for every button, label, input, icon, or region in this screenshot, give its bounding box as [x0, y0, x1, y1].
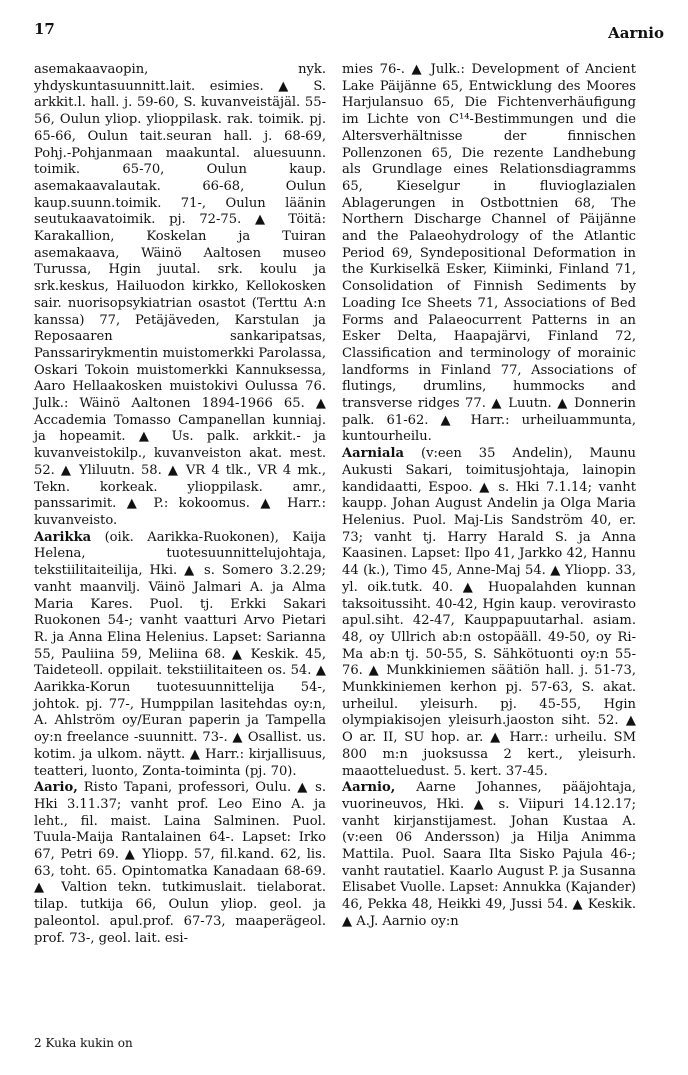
right-column	[342, 62, 636, 931]
entry-headword: Aario,	[34, 780, 78, 796]
page-number: 17	[34, 20, 55, 38]
running-head: Aarnio	[608, 24, 664, 42]
entry-text: asemakaavaopin, nyk. yhdyskuntasuunnitt.lait. esimies. ▲ S. arkkit.l. hall. j. 59-60, S. kuvanveistäjäl. 55-56, Oulun yliop. ylioppilask. rak. toimik. pj. 65-66, Oulun tait.seuran hall. j. 68-69, Pohj.-Pohjanmaan maakuntal. aluesuunn. toimik. 65-70, Oulun kaup. asemakaavalautak. 66-68, Oulun kaup.suunn.toimik. 71-, Oulun läänin seutukaavatoimik. pj. 72-75. ▲ Töitä: Karakallion, Koskelan ja Tuiran asemakaava, Wäinö Aaltosen museo Turussa, Hgin juutal. srk. koulu ja srk.keskus, Hailuodon kirkko, Kellokosken sair. nuorisopsykiatrian osastot (Terttu A:n kanssa) 77, Petäjäveden, Karstulan ja Reposaaren sankaripatsas, Panssarirykmentin muistomerkki Parolassa, Oskari Tokoin muistomerkki Kannuksessa, Aaro Hellaakosken muistokivi Oulussa 76. Julk.: Wäinö Aaltonen 1894-1966 65. ▲ Accademia Tomasso Campanellan kunniaj. ja hopeamit. ▲ Us. palk. arkkit.- ja kuvanveistokilp., kuvanveiston akat. mest. 52. ▲ Yliluutn. 58. ▲ VR 4 tlk., VR 4 mk., Tekn. korkeak. ylioppilask. amr., panssarimit. ▲ P.: kokoomus. ▲ Harr.: kuvanveisto.	[34, 62, 326, 528]
entry-text: Aarne Johannes, pääjohtaja, vuorineuvos, Hki. ▲ s. Viipuri 14.12.17; vanht kirjanstijamest. Johan Kustaa A. (v:een 06 Andersson) ja Hilja Animma Mattila. Puol. Saara Ilta Sisko Pajula 46-; vanht rautatiel. Kaarlo August P. ja Susanna Elisabet Vuolle. Lapset: Annukka (Kajander) 46, Pekka 48, Heikki 49, Jussi 54. ▲ Keskik. ▲ A.J. Aarnio oy:n	[342, 780, 636, 929]
entry-headword: Aarniala	[342, 446, 404, 462]
entry-headword: Aarikka	[34, 529, 92, 545]
page-footer: 2 Kuka kukin on	[34, 1036, 133, 1050]
entry-continuation	[34, 62, 326, 530]
entry-text: (v:een 35 Andelin), Maunu Aukusti Sakari, toimitusjohtaja, lainopin kandidaatti, Espoo. ▲ s. Hki 7.1.14; vanht kaupp. Johan August Andelin ja Olga Maria Helenius. Puol. Maj-Lis Sandström 40, er. 73; vanht tj. Harry Harald S. ja Anna Kaasinen. Lapset: Ilpo 41, Jarkko 42, Hannu 44 (k.), Timo 45, Anne-Maj 54. ▲ Yliopp. 33, yl. oik.tutk. 40. ▲ Huopalahden kunnan taksoitussiht. 40-42, Hgin kaup. verovirasto apul.siht. 42-47, Kauppapuutarhal. asiam. 48, oy Ullrich ab:n ostopääll. 49-50, oy Ri-Ma ab:n tj. 50-55, S. Sähkötuonti oy:n 55-76. ▲ Munkkiniemen säätiön hall. j. 51-73, Munkkiniemen kerhon pj. 57-63, S. akat. urheilul. yleisurh. pj. 45-55, Hgin olympiakisojen yleisurh.jaoston siht. 52. ▲ O ar. II, SU hop. ar. ▲ Harr.: urheilu. SM 800 m:n juoksussa 2 kert., yleisurh. maaotteluedust. 5. kert. 37-45.	[342, 446, 636, 779]
entry-headword: Aarnio,	[342, 780, 396, 796]
entry-aario	[34, 780, 326, 947]
entry-aarniala	[342, 446, 636, 780]
left-column	[34, 62, 326, 947]
entry-text: Risto Tapani, professori, Oulu. ▲ s. Hki 3.11.37; vanht prof. Leo Eino A. ja leht., fil. maist. Laina Salminen. Puol. Tuula-Maija Rantalainen 64-. Lapset: Irko 67, Petri 69. ▲ Yliopp. 57, fil.kand. 62, lis. 63, toht. 65. Opintomatka Kanadaan 68-69. ▲ Valtion tekn. tutkimuslait. tielaborat. tilap. tutkija 66, Oulun yliop. geol. ja paleontol. apul.prof. 67-73, maaperägeol. prof. 73-, geol. lait. esi-	[34, 780, 326, 946]
entry-text: mies 76-. ▲ Julk.: Development of Ancient Lake Päijänne 65, Entwicklung des Moores Harjulansuo 65, Die Fichtenverhäufigung im Lichte von C¹⁴-Bestimmungen und die Altersverhältnisse der finnischen Pollenzonen 65, Die rezente Landhebung als Grundlage eines Relationsdiagramms 65, Kieselgur in fluvioglazialen Ablagerungen in Ostbottnien 68, The Northern Discharge Channel of Päijänne and the Palaeohydrology of the Atlantic Period 69, Syndepositional Deformation in the Kurkiselkä Esker, Kiiminki, Finland 71, Consolidation of Finnish Sediments by Loading Ice Sheets 71, Associations of Bed Forms and Palaeocurrent Patterns in an Esker Delta, Haapajärvi, Finland 72, Classification and terminology of morainic landforms in Finland 77, Associations of flutings, drumlins, hummocks and transverse ridges 77. ▲ Luutn. ▲ Donnerin palk. 61-62. ▲ Harr.: urheiluammunta, kuntourheilu.	[342, 62, 636, 445]
entry-text: (oik. Aarikka-Ruokonen), Kaija Helena, tuotesuunnittelujohtaja, tekstiilitaiteilija, Hki. ▲ s. Somero 3.2.29; vanht maanvilj. Väinö Jalmari A. ja Alma Maria Kares. Puol. tj. Erkki Sakari Ruokonen 54-; vanht vaatturi Arvo Pietari R. ja Anna Elina Helenius. Lapset: Sarianna 55, Pauliina 59, Meliina 68. ▲ Keskik. 45, Taideteoll. oppilait. tekstiilitaiteen os. 54. ▲ Aarikka-Korun tuotesuunnittelija 54-, johtok. pj. 77-, Humppilan lasitehdas oy:n, A. Ahlström oy/Euran paperin ja Tampella oy:n freelance -suunnitt. 73-. ▲ Osallist. us. kotim. ja ulkom. näytt. ▲ Harr.: kirjallisuus, teatteri, luonto, Zonta-toiminta (pj. 70).	[34, 529, 326, 779]
entry-aarikka	[34, 530, 326, 781]
entry-aarnio	[342, 780, 636, 930]
entry-continuation	[342, 62, 636, 446]
